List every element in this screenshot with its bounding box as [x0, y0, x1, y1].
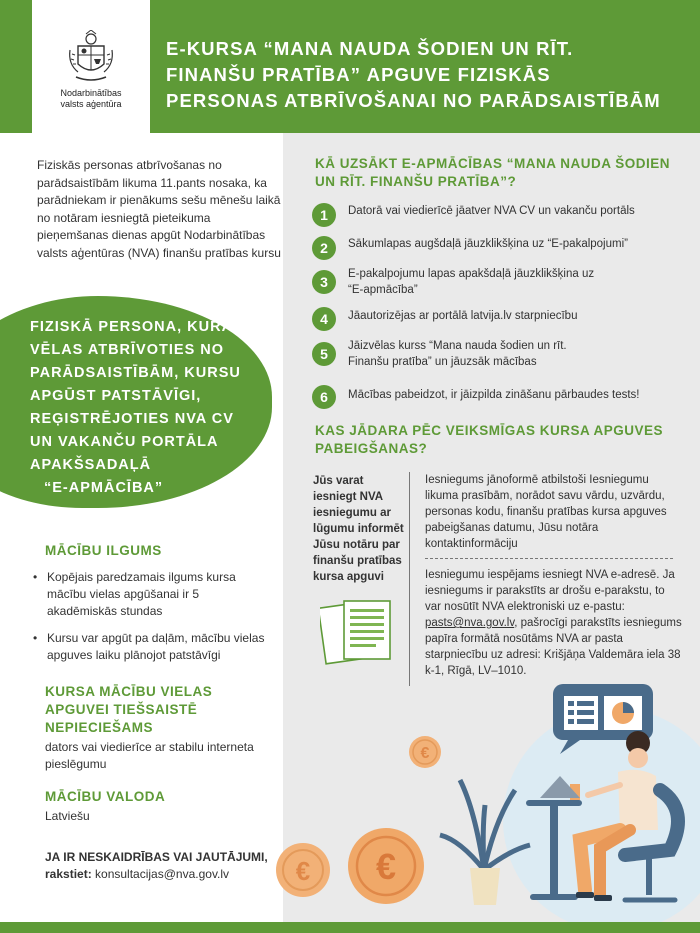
euro-coin-icon — [276, 843, 330, 897]
highlight-text: FIZISKĀ PERSONA, KURA VĒLAS ATBRĪVOTIES NO PARĀDSAISTĪBĀM, KURSU APGŪST PATSTĀVĪGI, REĢISTRĒJOTIES NVA CV UN VAKANČU PORTĀLA APAKŠSADAĻĀ “E-APMĀCĪBA” — [30, 319, 241, 496]
person-at-laptop-illustration — [420, 680, 700, 922]
step-number: 2 — [312, 236, 336, 260]
euro-coin-icon — [348, 828, 424, 904]
email-link[interactable]: pasts@nva.gov.lv — [425, 617, 515, 629]
step-text: Sākumlapas augšdaļā jāuzklikšķina uz “E-pakalpojumi” — [348, 238, 628, 250]
step-text: Jāautorizējas ar portālā latvija.lv starpniecību — [348, 310, 578, 322]
you-can-submit-text: Jūs varat iesniegt NVA iesniegumu ar lūgumu informēt Jūsu notāru par finanšu pratības kursa apguvi — [313, 475, 404, 583]
requirements-title: KURSA MĀCĪBU VIELAS APGUVEI TIEŠSAISTĒ NEPIECIEŠAMS — [45, 684, 213, 735]
submission-info: Iesniegumu iespējams iesniegt NVA e-adresē. Ja iesniegums ir parakstīts ar drošu e-parakstu, to var nosūtīt NVA elektroniski uz e-pastu: pasts@nva.gov.lv, pašrocīgi parakstīts iesniegums papīra formātā nosūtāms NVA ar pasta starpniecību uz adresi: Krišjāņa Valdemāra iela 38 k-1, Rīgā, LV–1010. — [425, 569, 682, 677]
step-item — [312, 338, 692, 370]
step-number: 5 — [312, 342, 336, 366]
step-number: 4 — [312, 307, 336, 331]
duration-title: MĀCĪBU ILGUMS — [45, 543, 162, 558]
language-text: Latviešu — [45, 809, 90, 823]
application-requirements: Iesniegums jānoformē atbilstoši Iesniegumu likuma prasībām, norādot savu vārdu, uzvārdu, personas kodu, finanšu pratības kursa apguves pabeigšanas datumu, Jūsu notāra kontaktinformāciju — [425, 474, 667, 550]
intro-paragraph: Fiziskās personas atbrīvošanas no parādsaistībām likuma 11.pants nosaka, ka parādniekam ir pienākums sešu mēnešu laikā no notāram iesniegtā pieteikuma pieņemšanas dienas apgūt Nodarbinātības valsts aģentūras (NVA) finanšu pratības kursu — [37, 158, 281, 260]
requirements-section — [45, 683, 265, 773]
coat-of-arms-icon — [66, 30, 116, 84]
after-title: KAS JĀDARA PĒC VEIKSMĪGAS KURSA APGUVES PABEIGŠANAS? — [315, 423, 664, 456]
vertical-divider — [409, 472, 410, 686]
logo-text: Nodarbinātības valsts aģentūra — [60, 88, 122, 109]
language-section — [45, 788, 265, 825]
euro-coins-illustration — [260, 825, 450, 922]
page-title: E-KURSA “MANA NAUDA ŠODIEN UN RĪT. FINANŠU PRATĪBA” APGUVE FIZISKĀS PERSONAS ATBRĪVOŠANAI NO PARĀDSAISTĪBĀM — [166, 38, 661, 111]
step-text: Jāizvēlas kurss “Mana nauda šodien un rīt. Finanšu pratība” un jāuzsāk mācības — [348, 340, 567, 368]
step-item — [312, 203, 692, 227]
coin-symbol: € — [295, 856, 311, 886]
how-to-title: KĀ UZSĀKT E-APMĀCĪBAS “MANA NAUDA ŠODIEN UN RĪT. FINANŠU PRATĪBA”? — [315, 156, 670, 189]
step-item — [312, 236, 692, 260]
language-title: MĀCĪBU VALODA — [45, 789, 166, 804]
dashed-divider — [425, 558, 673, 559]
coin-symbol: € — [420, 745, 430, 762]
footer-bar — [0, 922, 700, 933]
step-item — [312, 385, 692, 409]
step-text: E-pakalpojumu lapas apakšdaļā jāuzklikšķina uz “E-apmācība” — [348, 268, 595, 296]
step-item — [312, 266, 692, 298]
step-number: 1 — [312, 203, 336, 227]
step-text: Datorā vai viedierīcē jāatver NVA CV un vakanču portāls — [348, 205, 635, 217]
duration-section — [45, 542, 265, 674]
header-banner — [0, 0, 700, 133]
contact-info — [45, 849, 275, 883]
documents-icon — [320, 597, 395, 667]
step-number: 6 — [312, 385, 336, 409]
requirements-text: dators vai viedierīce ar stabilu interneta pieslēgumu — [45, 740, 254, 771]
step-text: Mācības pabeidzot, ir jāizpilda zināšanu pārbaudes tests! — [348, 389, 640, 401]
contact-email[interactable]: konsultacijas@nva.gov.lv — [95, 867, 230, 881]
step-number: 3 — [312, 270, 336, 294]
coin-symbol: € — [375, 846, 397, 887]
step-item — [312, 307, 692, 331]
list-item: • Kopējais paredzamais ilgums kursa mācību vielas apgūšanai ir 5 akadēmiskās stundas — [31, 569, 265, 620]
logo — [32, 0, 150, 133]
list-item: • Kursu var apgūt pa daļām, mācību vielas apguves laiku plānojot patstāvīgi — [31, 630, 265, 664]
euro-coin-icon — [408, 735, 442, 769]
contact-label: JA IR NESKAIDRĪBAS VAI JAUTĀJUMI, rakstiet: — [45, 850, 268, 881]
